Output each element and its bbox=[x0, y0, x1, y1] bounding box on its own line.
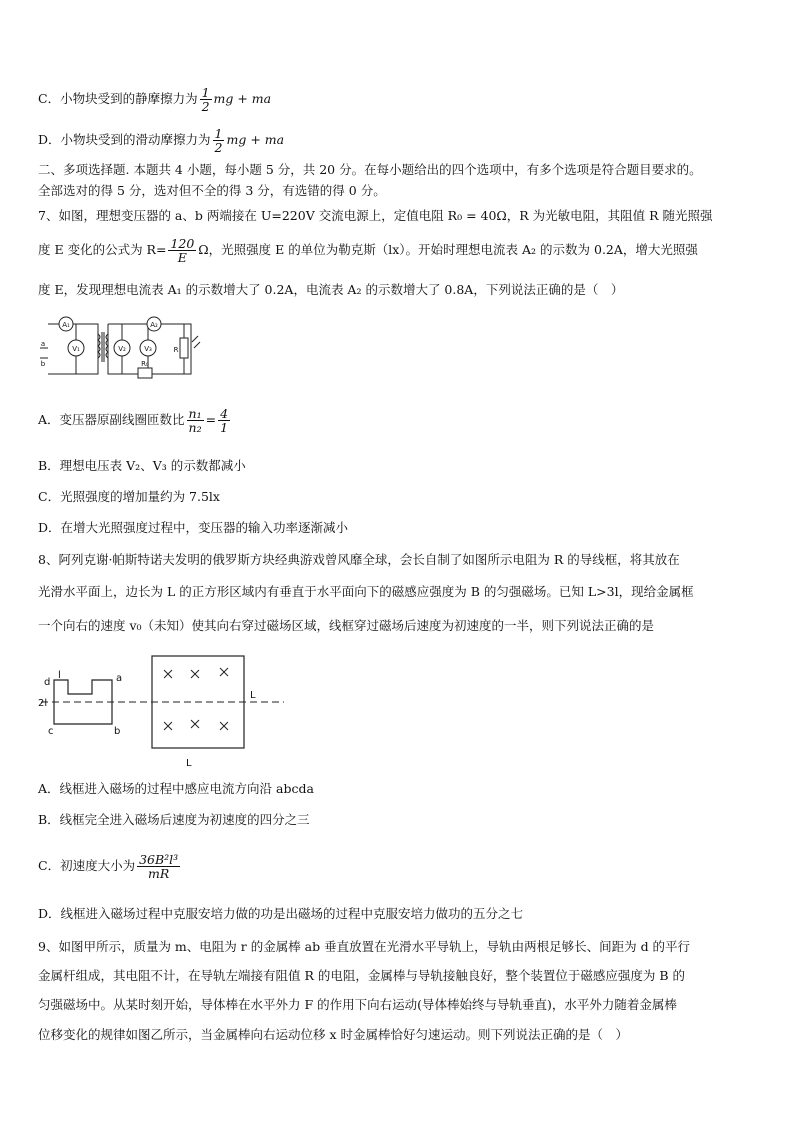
fraction: $\frac{120}{E}$ bbox=[170, 236, 195, 265]
q6-option-c bbox=[38, 86, 271, 113]
q9-stem-line4: 位移变化的规律如图乙所示，当金属棒向右运动位移 x 时金属棒恰好匀速运动。则下列说法正确的是（ ） bbox=[38, 1027, 628, 1042]
q7-circuit-diagram bbox=[36, 312, 216, 382]
label-r0: R₀ bbox=[141, 360, 149, 368]
label-a1: A₁ bbox=[62, 321, 70, 329]
fraction: $\frac{\text{36B²l³}}{mR}$ bbox=[139, 852, 179, 881]
q7-stem-line1: 7、如图，理想变压器的 a、b 两端接在 U=220V 交流电源上，定值电阻 R₀ = 40Ω，R 为光敏电阻，其阻值 R 随光照强 bbox=[38, 208, 713, 223]
fraction: $\frac{1}{2}$ bbox=[214, 126, 223, 155]
label-v2: V₂ bbox=[118, 345, 126, 353]
q8-figure bbox=[36, 650, 286, 772]
field-cross-icons bbox=[164, 668, 228, 730]
q8-stem-line2: 光滑水平面上，边长为 L 的正方形区域内有垂直于水平面向下的磁感应强度为 B 的匀强磁场。已知 L>3l，现给金属框 bbox=[38, 584, 694, 599]
q7-option-c: C．光照强度的增加量约为 7.5lx bbox=[38, 489, 220, 504]
q9-stem-line2: 金属杆组成，其电阻不计，在导轨左端接有阻值 R 的电阻，金属棒与导轨接触良好，整个装置位于磁感应强度为 B 的 bbox=[38, 968, 685, 983]
q6-option-d bbox=[38, 127, 284, 154]
section-heading-cont: 全部选对的得 5 分，选对但不全的得 3 分，有选错的得 0 分。 bbox=[38, 183, 386, 198]
q7-option-a: A．变压器原副线圈匝数比 $\frac{\text{n₁}}{\text{n₂}}$ = $\frac{4}{1}$ bbox=[38, 406, 229, 435]
label-a2: A₂ bbox=[150, 321, 158, 329]
q9-stem-line3: 匀强磁场中。从某时刻开始，导体棒在水平外力 F 的作用下向右运动(导体棒始终与导轨垂直)，水平外力随着金属棒 bbox=[38, 997, 677, 1012]
label-L-bottom: L bbox=[186, 758, 192, 769]
label-c: c bbox=[48, 726, 54, 737]
q7-option-d: D．在增大光照强度过程中，变压器的输入功率逐渐减小 bbox=[38, 520, 349, 535]
q8-option-c: C．初速度大小为 $\frac{\text{36B²l³}}{mR}$ bbox=[38, 852, 179, 881]
q8-stem-line1: 8、阿列克谢·帕斯特诺夫发明的俄罗斯方块经典游戏曾风靡全球，会长自制了如图所示电阻为 R 的导线框，将其放在 bbox=[38, 552, 680, 567]
label-l: l bbox=[58, 670, 61, 681]
label-a: a bbox=[116, 673, 123, 684]
option-text: D．小物块受到的滑动摩擦力为 bbox=[38, 132, 211, 147]
q8-option-b: B．线框完全进入磁场后速度为初速度的四分之三 bbox=[38, 812, 310, 827]
q8-option-a: A．线框进入磁场的过程中感应电流方向沿 abcda bbox=[38, 781, 314, 796]
label-b: b bbox=[114, 726, 121, 737]
label-r: R bbox=[173, 346, 179, 354]
q8-option-d: D．线框进入磁场过程中克服安培力做的功是出磁场的过程中克服安培力做功的五分之七 bbox=[38, 906, 524, 921]
label-b: b bbox=[40, 360, 46, 368]
option-text: C．小物块受到的静摩擦力为 bbox=[38, 91, 198, 106]
q7-stem-line3: 度 E，发现理想电流表 A₁ 的示数增大了 0.2A，电流表 A₂ 的示数增大了 0.8A，下列说法正确的是（ ） bbox=[38, 282, 624, 297]
label-v3: V₃ bbox=[144, 345, 152, 353]
q8-stem-line3: 一个向右的速度 v₀（未知）使其向右穿过磁场区域，线框穿过磁场后速度为初速度的一半，则下列说法正确的是 bbox=[38, 618, 655, 633]
q7-option-b: B．理想电压表 V₂、V₃ 的示数都减小 bbox=[38, 458, 246, 473]
fraction: $\frac{4}{1}$ bbox=[220, 406, 229, 435]
label-2l: 2l bbox=[38, 698, 48, 709]
q7-stem-line2: 度 E 变化的公式为 R= $\frac{120}{E}$ Ω，光照强度 E 的单位为勒克斯（lx）。开始时理想电流表 A₂ 的示数为 0.2A，增大光照强 bbox=[38, 236, 698, 265]
label-d: d bbox=[44, 677, 51, 688]
option-formula: mg + ma bbox=[226, 132, 285, 147]
section-heading: 二、多项选择题. 本题共 4 小题，每小题 5 分，共 20 分。在每小题给出的四个选项中，有多个选项是符合题目要求的。 bbox=[38, 162, 702, 177]
fraction: $\frac{1}{2}$ bbox=[201, 85, 210, 114]
label-L-right: L bbox=[250, 690, 256, 701]
option-formula: mg + ma bbox=[213, 91, 272, 106]
wire-frame bbox=[54, 680, 112, 724]
q9-stem-line1: 9、如图甲所示，质量为 m、电阻为 r 的金属棒 ab 垂直放置在光滑水平导轨上，导轨由两根足够长、间距为 d 的平行 bbox=[38, 939, 691, 954]
label-v1: V₁ bbox=[72, 345, 80, 353]
fraction: $\frac{\text{n₁}}{\text{n₂}}$ bbox=[188, 406, 202, 435]
label-a: a bbox=[40, 340, 46, 348]
